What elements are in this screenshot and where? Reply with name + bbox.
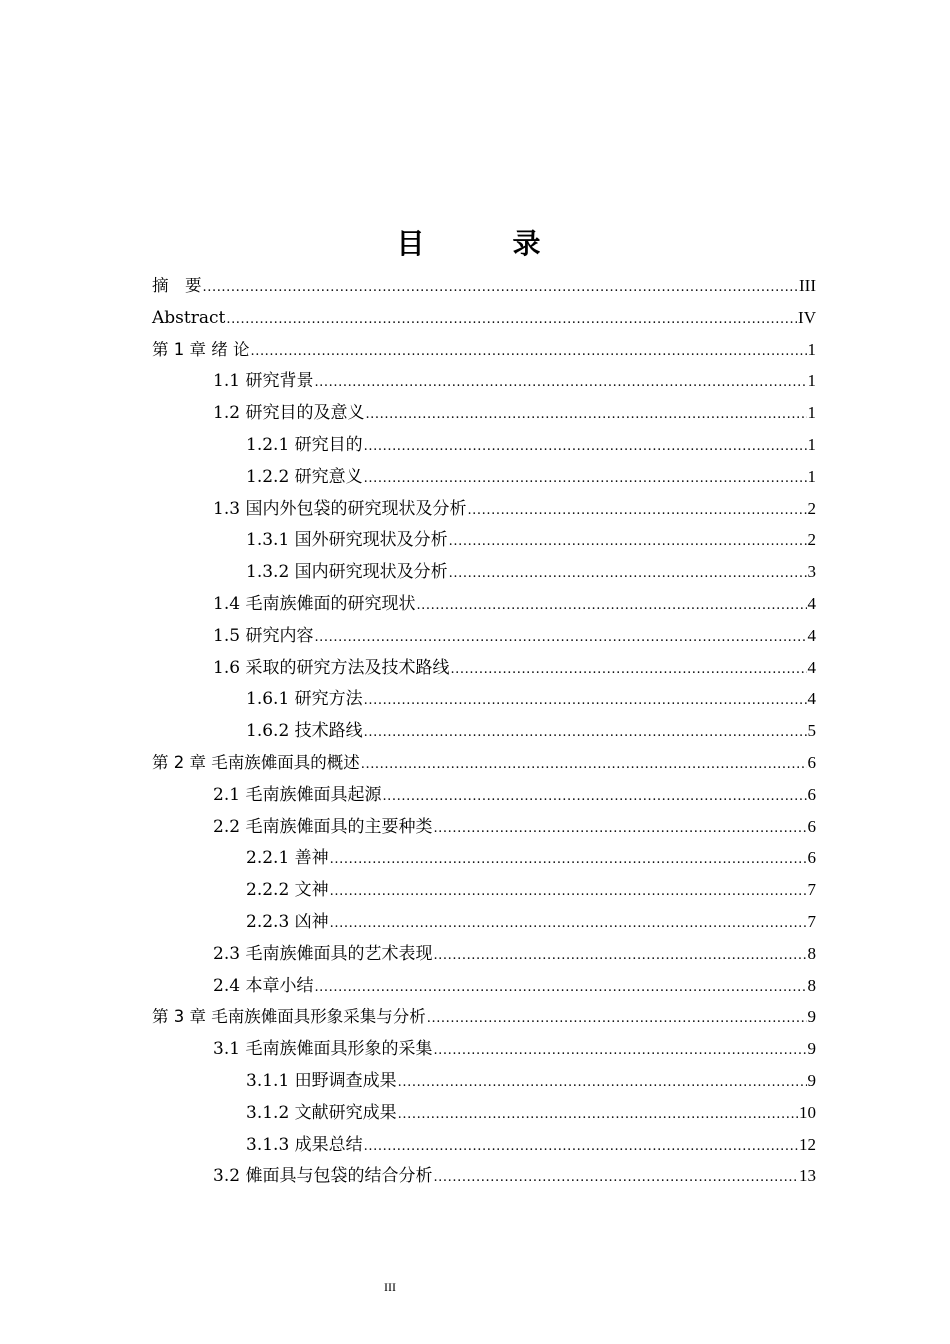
table-of-contents: [152, 270, 816, 1192]
toc-entry-page-number: 7: [807, 911, 816, 931]
toc-entry[interactable]: [152, 906, 816, 938]
toc-entry-page-number: 4: [807, 625, 816, 645]
toc-entry-page-number: 1: [807, 403, 816, 423]
toc-entry-page-number: 1: [807, 466, 816, 486]
toc-dot-leader: [330, 908, 807, 940]
toc-dot-leader: [364, 463, 807, 495]
toc-entry[interactable]: [152, 811, 816, 843]
toc-dot-leader: [433, 1162, 798, 1194]
toc-entry-title: 3.1.2 文献研究成果: [246, 1102, 397, 1123]
toc-entry-page-number: 1: [807, 371, 816, 391]
toc-dot-leader: [330, 876, 807, 908]
toc-dot-leader: [427, 1003, 807, 1035]
toc-dot-leader: [382, 781, 806, 813]
toc-entry[interactable]: [152, 842, 816, 874]
toc-entry[interactable]: [152, 365, 816, 397]
toc-entry-page-number: 12: [799, 1134, 816, 1154]
page-title: 目 录: [396, 226, 571, 260]
toc-entry-title: 1.2.1 研究目的: [246, 434, 363, 455]
toc-dot-leader: [364, 1131, 798, 1163]
toc-entry-title: 3.1.1 田野调查成果: [246, 1070, 397, 1091]
toc-dot-leader: [398, 1067, 807, 1099]
toc-entry-page-number: 10: [799, 1102, 816, 1122]
toc-entry[interactable]: [152, 1160, 816, 1192]
toc-entry[interactable]: [152, 397, 816, 429]
toc-entry-page-number: 3: [807, 562, 816, 582]
toc-entry-page-number: 7: [807, 880, 816, 900]
toc-entry[interactable]: [152, 1097, 816, 1129]
toc-entry[interactable]: [152, 302, 816, 334]
toc-entry-title: 1.1 研究背景: [213, 371, 314, 392]
toc-entry-page-number: 2: [807, 498, 816, 518]
toc-entry[interactable]: [152, 874, 816, 906]
toc-entry-page-number: 5: [807, 721, 816, 741]
toc-entry-page-number: 8: [807, 943, 816, 963]
toc-entry-title: 摘 要: [152, 276, 202, 295]
toc-entry-title: 第 2 章 毛南族傩面具的概述: [152, 752, 360, 772]
toc-entry-title: 1.4 毛南族傩面的研究现状: [213, 593, 416, 614]
toc-entry-page-number: 4: [807, 593, 816, 613]
toc-entry-title: 1.2.2 研究意义: [246, 466, 363, 487]
toc-dot-leader: [398, 1099, 798, 1131]
toc-entry-page-number: 1: [807, 339, 816, 359]
toc-entry-title: Abstract: [152, 307, 226, 328]
toc-entry-title: 1.3.2 国内研究现状及分析: [246, 562, 448, 583]
toc-entry-page-number: 8: [807, 975, 816, 995]
toc-entry[interactable]: [152, 524, 816, 556]
toc-entry-page-number: 6: [807, 848, 816, 868]
toc-entry[interactable]: [152, 334, 816, 366]
toc-entry[interactable]: [152, 779, 816, 811]
toc-entry[interactable]: [152, 970, 816, 1002]
toc-entry-page-number: 1: [807, 434, 816, 454]
toc-entry-page-number: 4: [807, 657, 816, 677]
toc-entry[interactable]: [152, 588, 816, 620]
toc-dot-leader: [450, 654, 806, 686]
toc-entry-title: 2.1 毛南族傩面具起源: [213, 784, 382, 805]
toc-entry[interactable]: [152, 938, 816, 970]
toc-entry-title: 2.2.3 凶神: [246, 911, 329, 932]
toc-entry-title: 第 1 章 绪 论: [152, 339, 250, 359]
toc-entry-title: 1.5 研究内容: [213, 625, 314, 646]
toc-dot-leader: [467, 495, 806, 527]
toc-entry-page-number: 6: [807, 816, 816, 836]
toc-entry-title: 1.6 采取的研究方法及技术路线: [213, 657, 450, 678]
toc-dot-leader: [314, 367, 806, 399]
toc-entry-title: 2.4 本章小结: [213, 975, 314, 996]
toc-dot-leader: [364, 717, 807, 749]
toc-dot-leader: [449, 526, 807, 558]
toc-entry-title: 1.3 国内外包袋的研究现状及分析: [213, 498, 467, 519]
toc-dot-leader: [361, 749, 807, 781]
toc-entry[interactable]: [152, 620, 816, 652]
toc-entry[interactable]: [152, 429, 816, 461]
toc-entry[interactable]: [152, 747, 816, 779]
toc-dot-leader: [365, 399, 806, 431]
toc-entry-title: 2.2 毛南族傩面具的主要种类: [213, 816, 433, 837]
footer-page-number: III: [384, 1280, 396, 1294]
toc-entry-page-number: 6: [807, 784, 816, 804]
toc-entry[interactable]: [152, 493, 816, 525]
toc-entry-title: 2.3 毛南族傩面具的艺术表现: [213, 943, 433, 964]
toc-entry-title: 3.1.3 成果总结: [246, 1134, 363, 1155]
toc-entry-page-number: 13: [799, 1166, 816, 1186]
toc-dot-leader: [250, 336, 806, 368]
toc-dot-leader: [364, 685, 807, 717]
toc-dot-leader: [433, 813, 806, 845]
toc-dot-leader: [449, 558, 807, 590]
toc-dot-leader: [433, 940, 806, 972]
toc-entry-title: 1.6.1 研究方法: [246, 689, 363, 710]
toc-entry[interactable]: [152, 1129, 816, 1161]
toc-entry[interactable]: [152, 270, 816, 302]
toc-dot-leader: [314, 972, 806, 1004]
toc-entry-page-number: IV: [798, 307, 816, 327]
toc-entry-title: 1.2 研究目的及意义: [213, 403, 365, 424]
toc-dot-leader: [203, 272, 799, 304]
toc-entry-title: 1.3.1 国外研究现状及分析: [246, 530, 448, 551]
toc-entry-page-number: 9: [807, 1039, 816, 1059]
toc-dot-leader: [433, 1035, 806, 1067]
toc-dot-leader: [226, 304, 797, 336]
toc-entry[interactable]: [152, 652, 816, 684]
toc-entry-title: 2.2.2 文神: [246, 880, 329, 901]
toc-entry[interactable]: [152, 1001, 816, 1033]
toc-entry-page-number: 6: [807, 752, 816, 772]
toc-dot-leader: [330, 844, 807, 876]
toc-entry-page-number: 9: [807, 1070, 816, 1090]
toc-entry[interactable]: [152, 715, 816, 747]
toc-entry[interactable]: [152, 683, 816, 715]
toc-entry[interactable]: [152, 1033, 816, 1065]
toc-entry-title: 第 3 章 毛南族傩面具形象采集与分析: [152, 1007, 426, 1027]
toc-entry-title: 1.6.2 技术路线: [246, 721, 363, 742]
toc-entry-title: 3.2 傩面具与包袋的结合分析: [213, 1166, 433, 1187]
toc-entry-title: 3.1 毛南族傩面具形象的采集: [213, 1039, 433, 1060]
toc-dot-leader: [416, 590, 806, 622]
toc-entry[interactable]: [152, 1065, 816, 1097]
toc-entry[interactable]: [152, 556, 816, 588]
toc-entry-page-number: 2: [807, 530, 816, 550]
toc-entry-page-number: 4: [807, 689, 816, 709]
toc-dot-leader: [364, 431, 807, 463]
toc-entry-page-number: III: [799, 276, 816, 295]
toc-entry-page-number: 9: [807, 1007, 816, 1027]
toc-dot-leader: [314, 622, 806, 654]
toc-entry[interactable]: [152, 461, 816, 493]
toc-entry-title: 2.2.1 善神: [246, 848, 329, 869]
